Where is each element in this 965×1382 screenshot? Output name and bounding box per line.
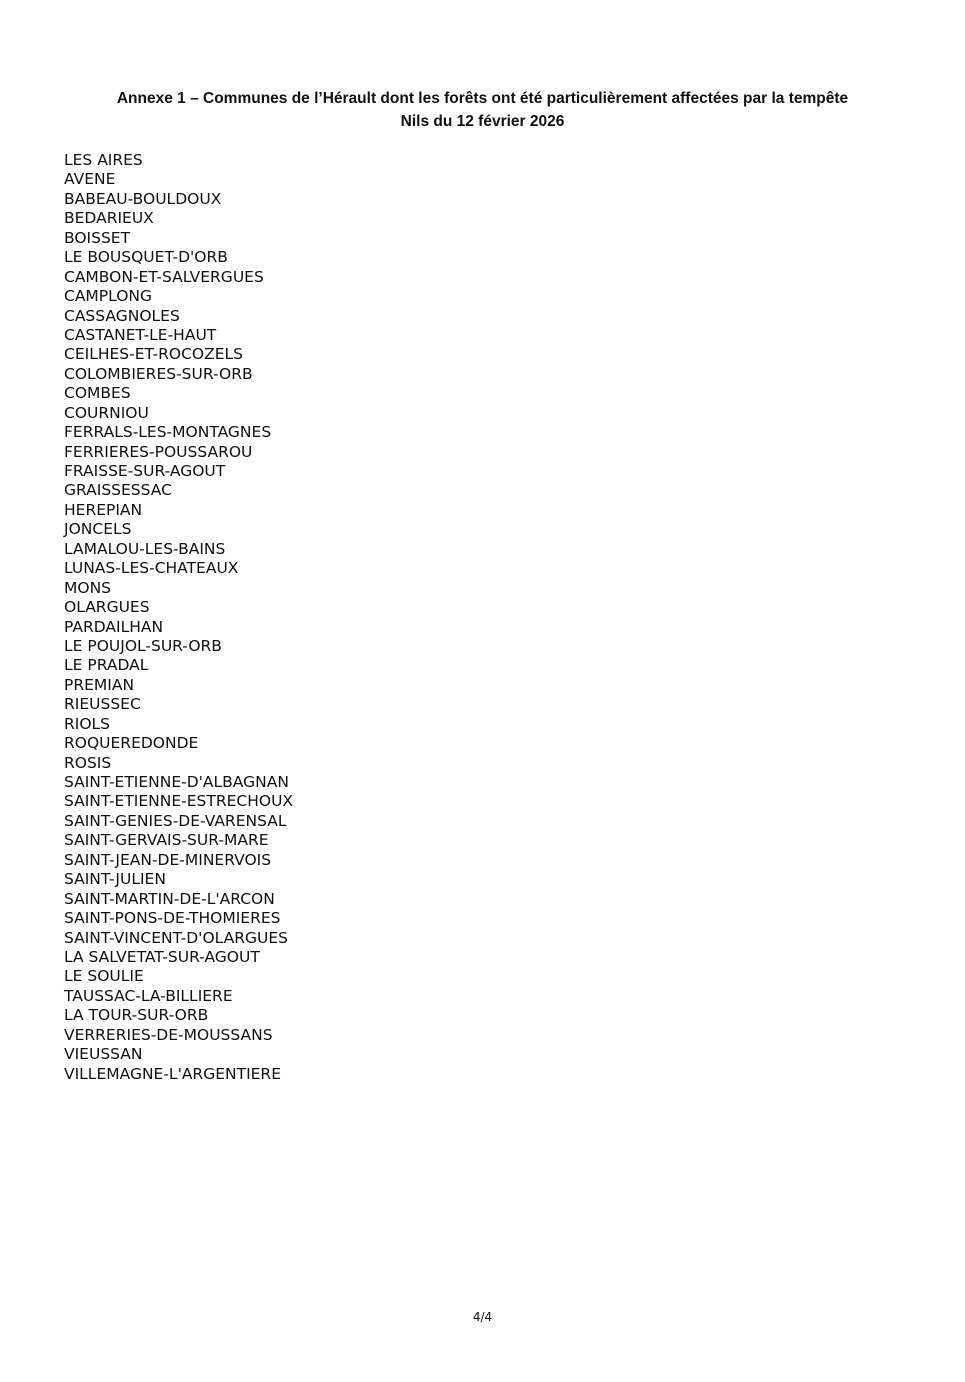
commune-list-item: JONCELS [64, 520, 132, 539]
commune-list-item: CEILHES-ET-ROCOZELS [64, 345, 244, 364]
commune-list-item: PARDAILHAN [64, 617, 164, 636]
commune-list-item: FERRALS-LES-MONTAGNES [64, 423, 272, 442]
commune-list-item: VERRERIES-DE-MOUSSANS [64, 1025, 273, 1044]
commune-list-item: SAINT-ETIENNE-ESTRECHOUX [64, 792, 294, 811]
commune-list-item: SAINT-VINCENT-D'OLARGUES [64, 928, 288, 947]
commune-list-item: SAINT-ETIENNE-D'ALBAGNAN [64, 773, 289, 791]
document-title-line-2: Nils du 12 février 2026 [400, 112, 565, 130]
commune-list-item: CAMBON-ET-SALVERGUES [64, 267, 264, 286]
commune-list-item: AVENE [64, 170, 116, 189]
commune-list-item: ROQUEREDONDE [64, 734, 199, 753]
commune-list-item: LA SALVETAT-SUR-AGOUT [64, 947, 260, 966]
commune-list-item: RIEUSSEC [64, 695, 141, 714]
commune-list-item: LES AIRES [64, 151, 143, 169]
commune-list-item: CAMPLONG [64, 287, 153, 306]
commune-list-item: RIOLS [64, 714, 111, 733]
communes-list [64, 151, 293, 1084]
commune-list-item: BOISSET [64, 228, 131, 247]
commune-list-item: LAMALOU-LES-BAINS [64, 539, 226, 558]
commune-list-item: LA TOUR-SUR-ORB [64, 1006, 209, 1025]
commune-list-item: COURNIOU [64, 403, 149, 422]
document-title-line-1: Annexe 1 – Communes de l’Hérault dont les forêts ont été particulièrement affectées par la tempête [116, 90, 849, 107]
commune-list-item: CASTANET-LE-HAUT [64, 325, 217, 344]
commune-list-item: BEDARIEUX [64, 209, 154, 228]
commune-list-item: VIEUSSAN [64, 1045, 143, 1064]
commune-list-item: LUNAS-LES-CHATEAUX [64, 559, 239, 578]
commune-list-item: CASSAGNOLES [64, 306, 180, 325]
commune-list-item: SAINT-JULIEN [64, 870, 166, 889]
page-number: 4/4 [472, 1310, 493, 1324]
commune-list-item: FERRIERES-POUSSAROU [64, 442, 253, 461]
commune-list-item: SAINT-MARTIN-DE-L'ARCON [64, 889, 275, 908]
commune-list-item: HEREPIAN [64, 500, 143, 519]
commune-list-item: ROSIS [64, 753, 112, 772]
commune-list-item: OLARGUES [64, 598, 150, 617]
commune-list-item: SAINT-GERVAIS-SUR-MARE [64, 831, 269, 850]
commune-list-item: GRAISSESSAC [64, 481, 172, 500]
commune-list-item: TAUSSAC-LA-BILLIERE [64, 986, 233, 1005]
commune-list-item: SAINT-PONS-DE-THOMIERES [64, 909, 281, 928]
commune-list-item: LE POUJOL-SUR-ORB [64, 636, 222, 655]
commune-list-item: SAINT-GENIES-DE-VARENSAL [64, 811, 287, 830]
commune-list-item: PREMIAN [64, 675, 135, 694]
commune-list-item: LE BOUSQUET-D'ORB [64, 248, 228, 267]
commune-list-item: LE SOULIE [64, 967, 144, 986]
commune-list-item: BABEAU-BOULDOUX [64, 189, 222, 208]
commune-list-item: LE PRADAL [64, 656, 149, 675]
document-title [50, 88, 915, 133]
commune-list-item: COLOMBIERES-SUR-ORB [64, 364, 253, 383]
commune-list-item: COMBES [64, 384, 131, 403]
commune-list-item: VILLEMAGNE-L'ARGENTIERE [64, 1064, 281, 1083]
commune-list-item: SAINT-JEAN-DE-MINERVOIS [64, 850, 272, 869]
commune-list-item: FRAISSE-SUR-AGOUT [64, 462, 226, 480]
commune-list-item: MONS [64, 578, 112, 597]
